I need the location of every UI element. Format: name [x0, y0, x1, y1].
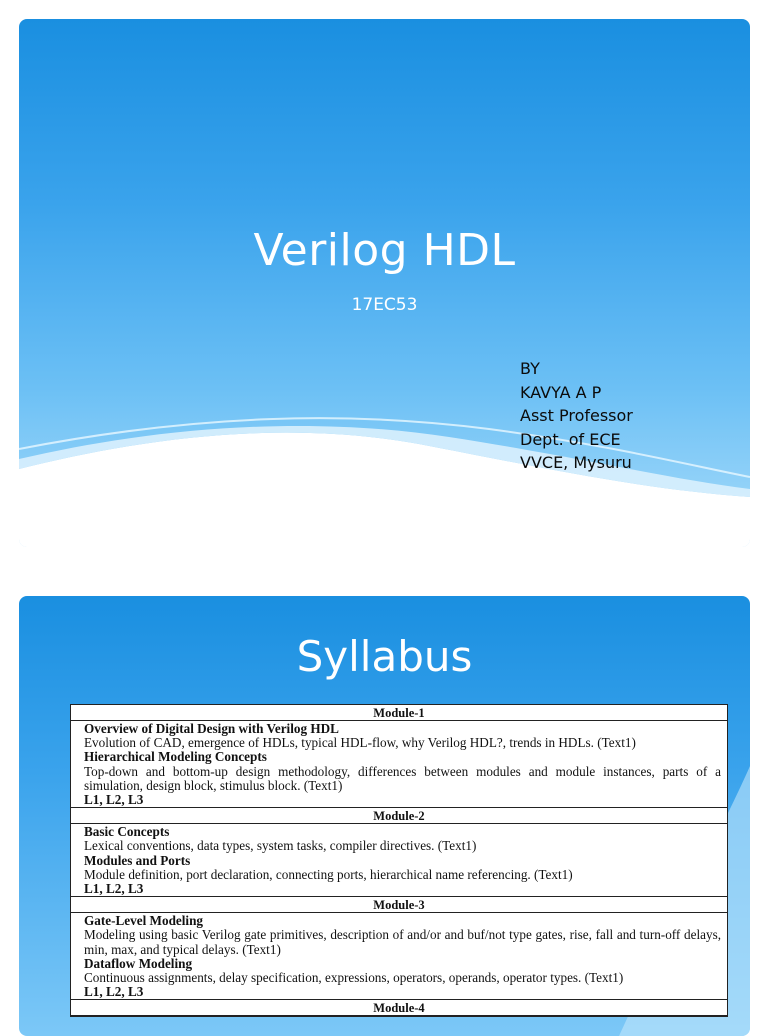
- course-code: 17EC53: [351, 295, 418, 315]
- syllabus-table: [70, 704, 728, 1017]
- slide-title: Syllabus: [296, 632, 473, 681]
- module-description: Evolution of CAD, emergence of HDLs, typical HDL-flow, why Verilog HDL?, trends in HDLs. (Text1): [84, 735, 636, 751]
- author-line: KAVYA A P: [520, 382, 602, 402]
- module-heading: Module-1: [71, 705, 727, 721]
- module-heading: Module-3: [71, 896, 727, 913]
- author-line: Asst Professor: [520, 406, 633, 425]
- module-description: Module definition, port declaration, connecting ports, hierarchical name referencing. (Text1): [84, 866, 573, 882]
- title-slide: [19, 19, 750, 547]
- module-topic: Hierarchical Modeling Concepts: [84, 749, 267, 765]
- module-levels: L1, L2, L3: [84, 792, 144, 808]
- module-body: [71, 913, 727, 999]
- module-topic: Modules and Ports: [84, 852, 191, 868]
- module-description: Continuous assignments, delay specification, expressions, operators, operands, operator types. (Text1): [84, 970, 624, 986]
- wave-decoration: [19, 19, 750, 547]
- module-heading: Module-4: [71, 999, 727, 1016]
- slide-title: Verilog HDL: [253, 225, 516, 276]
- module-levels: L1, L2, L3: [84, 984, 144, 1000]
- module-description: Lexical conventions, data types, system tasks, compiler directives. (Text1): [84, 838, 477, 854]
- module-topic: Dataflow Modeling: [84, 955, 193, 971]
- author-line: Dept. of ECE: [520, 429, 621, 449]
- module-description: Modeling using basic Verilog gate primitives, description of and/or and buf/not type gates, rise, fall and turn-off delays, min, max, and typical delays. (Text1): [84, 927, 721, 957]
- module-levels: L1, L2, L3: [84, 881, 144, 897]
- module-topic: Gate-Level Modeling: [84, 913, 204, 929]
- author-line: VVCE, Mysuru: [520, 453, 632, 472]
- author-block: [520, 357, 633, 475]
- author-line: BY: [520, 359, 540, 378]
- module-topic: Overview of Digital Design with Verilog HDL: [84, 721, 339, 736]
- module-body: [71, 721, 727, 807]
- module-description: Top-down and bottom-up design methodology, differences between modules and module instances, parts of a simulation, design block, stimulus block. (Text1): [84, 763, 721, 793]
- module-topic: Basic Concepts: [84, 824, 170, 840]
- module-heading: Module-2: [71, 807, 727, 824]
- module-body: [71, 824, 727, 896]
